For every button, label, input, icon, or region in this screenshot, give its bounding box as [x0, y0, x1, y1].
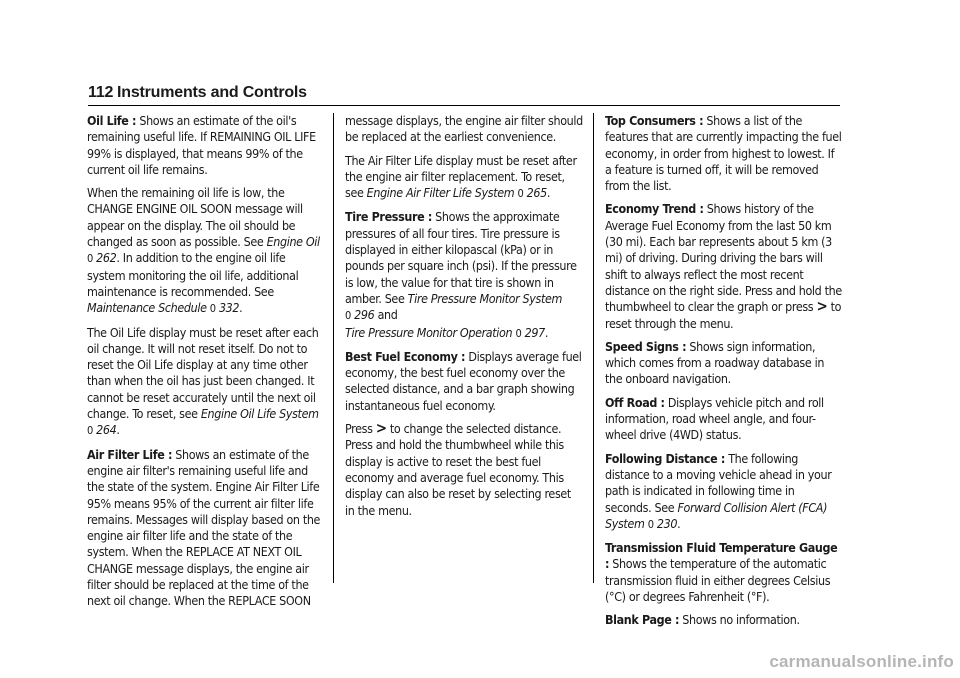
- term-off-road: Off Road :: [605, 394, 665, 410]
- paragraph-air-filter-cont: message displays, the engine air filter should be replaced at the earliest convenience.: [345, 113, 583, 145]
- chevron-right-icon: >: [816, 297, 828, 316]
- term-top-consumers: Top Consumers :: [605, 113, 704, 128]
- paragraph-air-filter-life: Air Filter Life : Shows an estimate of the engine air filter's remaining useful life and the state of the system. Engine Air Filter Life 95% means 95% of the current air filter life remains. Messages will display based on the engine air filter life and the state of the system. When the REPLACE AT NEXT OIL CHANGE message displays, the engine air filter should be replaced at the time of the next oil change. When the REPLACE SOON: [87, 446, 321, 609]
- link-forward-collision-alert[interactable]: Forward Collision Alert (FCA) System: [605, 499, 828, 531]
- page-ref-265[interactable]: 265: [526, 185, 547, 201]
- chevron-right-icon: >: [375, 419, 387, 438]
- page-number: 112: [88, 84, 114, 101]
- watermark: carmanualsonline.info: [769, 652, 954, 671]
- header-rule: [88, 105, 840, 106]
- page-ref-230[interactable]: 230: [656, 515, 678, 531]
- section-title: Instruments and Controls: [117, 84, 307, 101]
- link-engine-oil-life-system[interactable]: Engine Oil Life System: [200, 406, 319, 422]
- page-ref-icon: 0: [647, 517, 654, 531]
- link-engine-air-filter-life-system[interactable]: Engine Air Filter Life System: [366, 185, 515, 201]
- paragraph-off-road: Off Road : Displays vehicle pitch and roll information, road wheel angle, and four-wheel drive (4WD) status.: [605, 394, 824, 443]
- page-ref-icon: 0: [87, 424, 93, 438]
- term-blank-page: Blank Page :: [605, 612, 680, 628]
- paragraph-top-consumers: Top Consumers : Shows a list of the features that are currently impacting the fuel economy, in order from highest to lowest. If a feature is turned off, it will be removed from the list.: [605, 113, 842, 194]
- link-tire-pressure-monitor-system[interactable]: Tire Pressure Monitor System: [407, 290, 563, 306]
- column-divider: [333, 113, 334, 583]
- paragraph-speed-signs: Speed Signs : Shows sign information, which comes from a roadway database in the onboard navigation.: [605, 338, 825, 387]
- term-air-filter-life: Air Filter Life :: [87, 446, 173, 462]
- paragraph-press-change: Press > to change the selected distance. Press and hold the thumbwheel while this display is active to reset the best fuel economy and average fuel economy. This display can also be reset by selecting reset in the menu.: [345, 419, 571, 518]
- term-tire-pressure: Tire Pressure :: [345, 209, 432, 225]
- page-ref-icon: 0: [87, 252, 93, 266]
- term-transmission-fluid-temp: Transmission Fluid Temperature Gauge :: [605, 540, 838, 572]
- paragraph-economy-trend: Economy Trend : Shows history of the Average Fuel Economy from the last 50 km (30 mi). Each bar represents about 5 km (3 mi) of driving. During driving the bars will shift to always reflect the most recent distance on the right side. Press and hold the thumbwheel to clear the graph or press > to reset through the menu.: [605, 201, 842, 331]
- term-speed-signs: Speed Signs :: [605, 338, 687, 354]
- page-ref-icon: 0: [209, 302, 216, 316]
- term-following-distance: Following Distance :: [605, 450, 725, 466]
- paragraph-following-distance: Following Distance : The following distance to a moving vehicle ahead in your path is indicated in following time in seconds. See Forward Collision Alert (FCA) System 0 230.: [605, 450, 832, 531]
- paragraph-tire-pressure: Tire Pressure : Shows the approximate pressures of all four tires. Tire pressure is displayed in either kilopascal (kPa) or in pounds per square inch (psi). If the pressure is low, the value for that tire is shown in amber. See Tire Pressure Monitor System 0 296 and Tire Pressure Monitor Operation 0 297.: [345, 209, 577, 340]
- page-ref-icon: 0: [515, 326, 522, 340]
- text-column-2: [345, 113, 583, 526]
- page-ref-icon: 0: [345, 309, 351, 323]
- page-ref-297[interactable]: 297: [524, 324, 545, 340]
- page-ref-332[interactable]: 332: [218, 300, 240, 316]
- link-tire-pressure-monitor-operation[interactable]: Tire Pressure Monitor Operation: [345, 324, 513, 340]
- page-header: [88, 84, 840, 106]
- paragraph-transmission-fluid: Transmission Fluid Temperature Gauge : Shows the temperature of the automatic transmission fluid in either degrees Celsius (°C) or degrees Fahrenheit (°F).: [605, 540, 838, 605]
- link-maintenance-schedule[interactable]: Maintenance Schedule: [87, 300, 207, 316]
- term-economy-trend: Economy Trend :: [605, 201, 704, 217]
- page-ref-262[interactable]: 262: [96, 250, 117, 266]
- paragraph-oil-reset: The Oil Life display must be reset after each oil change. It will not reset itself. Do not to reset the Oil Life display at any time other than when the oil has just been changed. It cannot be reset accurately until the next oil change. To reset, see Engine Oil Life System 0 264.: [87, 324, 319, 438]
- link-engine-oil[interactable]: Engine Oil: [266, 234, 320, 250]
- paragraph-best-fuel-economy: Best Fuel Economy : Displays average fuel economy, the best fuel economy over the selected distance, and a bar graph showing instantaneous fuel economy.: [345, 348, 582, 413]
- paragraph-air-filter-reset: The Air Filter Life display must be reset after the engine air filter replacement. To reset, see Engine Air Filter Life System 0 265.: [345, 152, 577, 201]
- term-oil-life: Oil Life :: [87, 113, 137, 128]
- paragraph-oil-low: When the remaining oil life is low, the CHANGE ENGINE OIL SOON message will appear on the display. The oil should be changed as soon as possible. See Engine Oil 0 262. In addition to the engine oil life system monitoring the oil life, additional maintenance is recommended. See Maintenance Schedule 0 332.: [87, 185, 320, 316]
- page-ref-icon: 0: [517, 187, 524, 201]
- paragraph-blank-page: Blank Page : Shows no information.: [605, 612, 800, 628]
- paragraph-oil-life: Oil Life : Shows an estimate of the oil's remaining useful life. If REMAINING OIL LIFE 99% is displayed, that means 99% of the current oil life remains.: [87, 113, 316, 177]
- page-ref-264[interactable]: 264: [96, 422, 117, 438]
- column-divider: [593, 113, 594, 583]
- text-column-1: [87, 113, 325, 617]
- text-column-3: [605, 113, 843, 636]
- page-ref-296[interactable]: 296: [354, 307, 375, 323]
- term-best-fuel-economy: Best Fuel Economy :: [345, 348, 466, 364]
